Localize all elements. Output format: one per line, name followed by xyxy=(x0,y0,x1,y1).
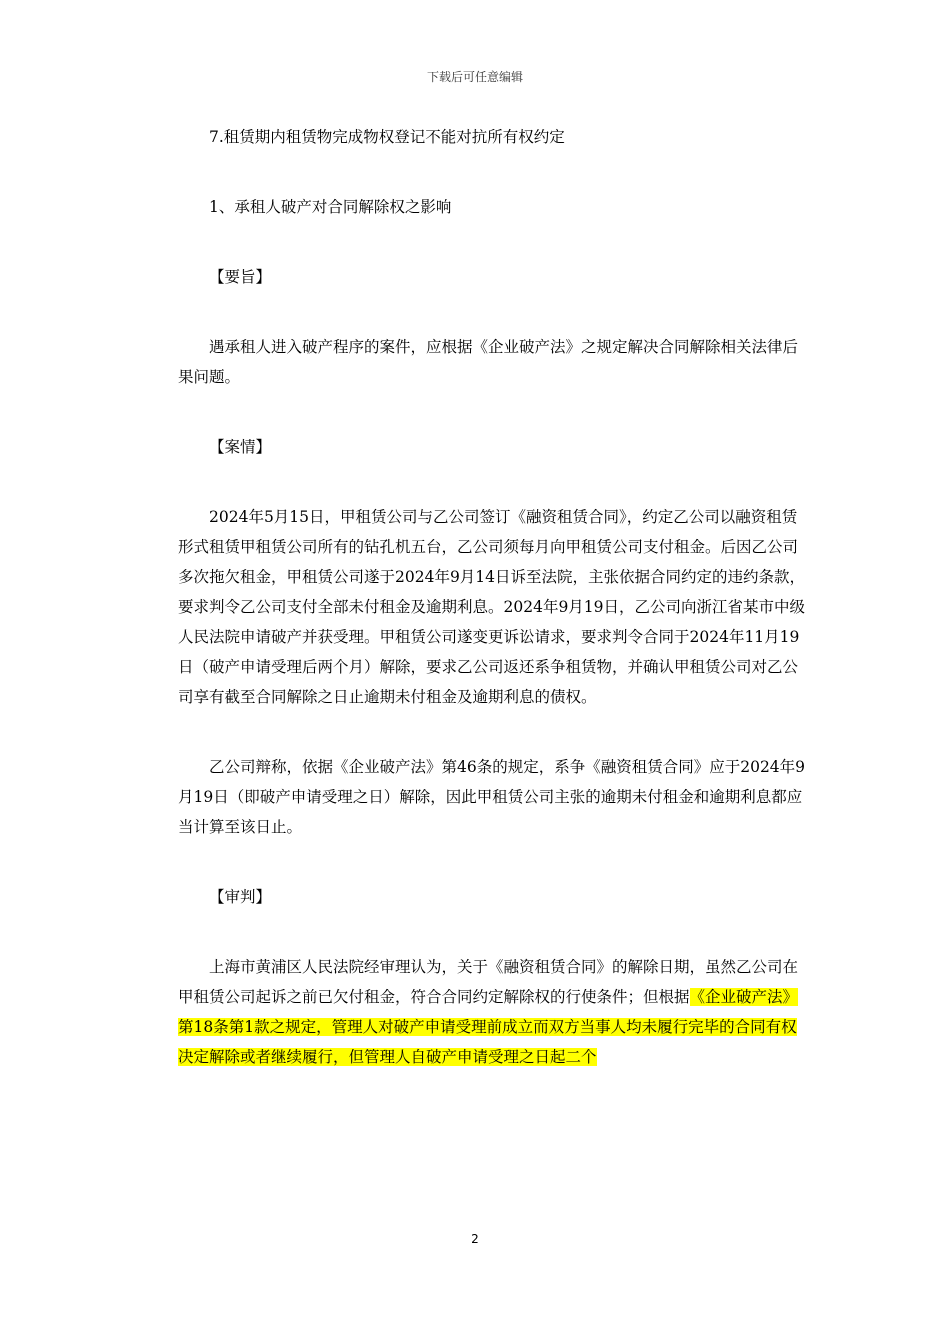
judgment-paragraph xyxy=(178,952,806,1072)
case-facts-paragraph: 2024年5月15日，甲租赁公司与乙公司签订《融资租赁合同》，约定乙公司以融资租赁形式租赁甲租赁公司所有的钻孔机五台，乙公司须每月向甲租赁公司支付租金。后因乙公司多次拖欠租金，甲租赁公司遂于2024年9月14日诉至法院，主张依据合同约定的违约条款，要求判令乙公司支付全部未付租金及逾期利息。2024年9月19日，乙公司向浙江省某市中级人民法院申请破产并获受理。甲租赁公司遂变更诉讼请求，要求判令合同于2024年11月19日（破产申请受理后两个月）解除，要求乙公司返还系争租赁物，并确认甲租赁公司对乙公司享有截至合同解除之日止逾期未付租金及逾期利息的债权。 xyxy=(178,508,806,706)
summary-paragraph: 遇承租人进入破产程序的案件，应根据《企业破产法》之规定解决合同解除相关法律后果问题。 xyxy=(178,338,799,386)
document-body xyxy=(178,122,806,1072)
page-header: 下载后可任意编辑 xyxy=(426,70,523,84)
subsection-heading-1: 1、承租人破产对合同解除权之影响 xyxy=(209,198,452,216)
label-judgment: 【审判】 xyxy=(209,888,272,906)
section-heading-7: 7.租赁期内租赁物完成物权登记不能对抗所有权约定 xyxy=(209,128,565,146)
label-summary: 【要旨】 xyxy=(209,268,272,286)
judgment-text: 上海市黄浦区人民法院经审理认为，关于《融资租赁合同》的解除日期，虽然乙公司在甲租赁公司起诉之前已欠付租金，符合合同约定解除权的行使条件；但根据 xyxy=(178,958,799,1006)
page-number: 2 xyxy=(471,1232,479,1246)
highlighted-text: 《企业破产法》第18条第1款之规定，管理人对破产申请受理前成立而双方当事人均未履行完毕的合同有权决定解除或者继续履行，但管理人自破产申请受理之日起二个 xyxy=(178,988,799,1066)
defense-paragraph: 乙公司辩称，依据《企业破产法》第46条的规定，系争《融资租赁合同》应于2024年9月19日（即破产申请受理之日）解除，因此甲租赁公司主张的逾期未付租金和逾期利息都应当计算至该日止。 xyxy=(178,758,806,836)
label-case-facts: 【案情】 xyxy=(209,438,272,456)
